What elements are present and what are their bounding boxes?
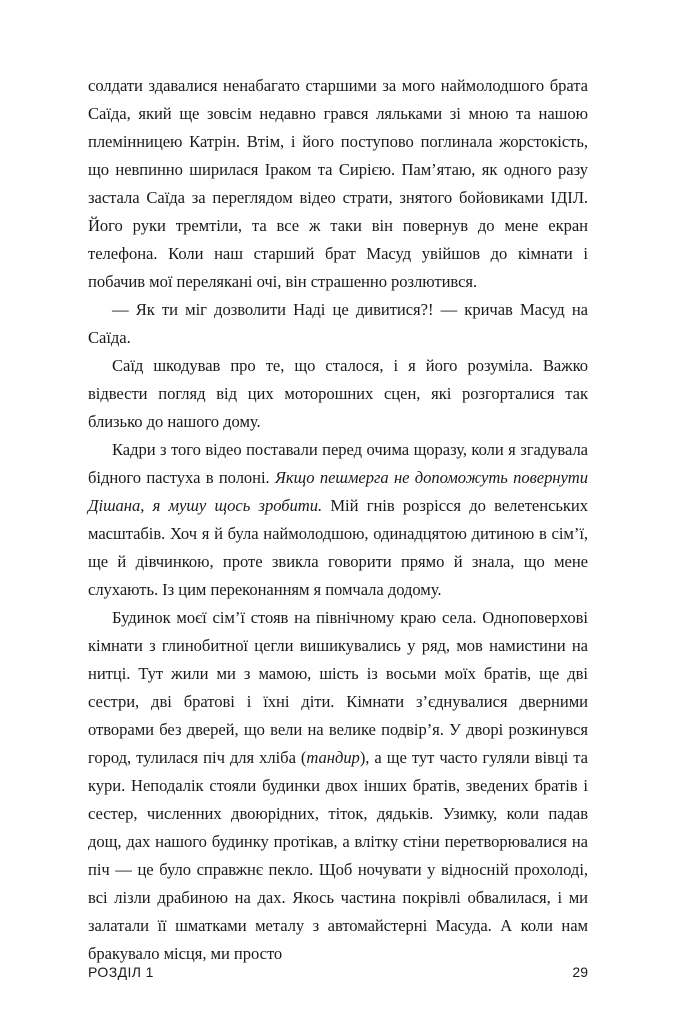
- paragraph: [88, 436, 588, 604]
- paragraph: [88, 604, 588, 968]
- italic-thought: Якщо пешмерга не допоможуть повернути Дішана, я мушу щось зробити.: [88, 468, 588, 515]
- paragraph-text: — Як ти міг дозволити Наді це дивитися?! — кричав Масуд на Саїда.: [88, 300, 588, 347]
- body-text: [88, 72, 588, 968]
- page-number: 29: [572, 964, 588, 980]
- italic-term: тандир: [306, 748, 360, 767]
- paragraph-text: солдати здавалися ненабагато старшими за мого наймолодшого брата Саїда, який ще зовсім недавно грався ляльками зі мною та нашою племінницею Катрін. Втім, і його поступово поглинала жорстокість, що невпинно ширилася Іраком та Сирією. Пам’ятаю, як одного разу застала Саїда за переглядом відео страти, знятого бойовиками ІДІЛ. Його руки тремтіли, та все ж таки він повернув до мене екран телефона. Коли наш старший брат Масуд увійшов до кімнати і побачив мої перелякані очі, він страшенно розлютився.: [88, 76, 588, 291]
- paragraph-text: Кадри з того відео поставали перед очима щоразу, коли я згадувала бідного пастуха в полоні.: [88, 440, 588, 487]
- paragraph-text: Будинок моєї сім’ї стояв на північному краю села. Одноповерхові кімнати з глинобитної цегли вишикувались у ряд, мов намистини на нитці. Тут жили ми з мамою, шість із восьми моїх братів, ще дві сестри, дві братові і їхні діти. Кімнати з’єднувалися дверними отворами без дверей, що вели на велике подвір’я. У дворі розкинувся город, тулилася піч для хліба (: [88, 608, 588, 767]
- paragraph: [88, 352, 588, 436]
- paragraph: [88, 72, 588, 296]
- paragraph-text: Мій гнів розрісся до велетенських масштабів. Хоч я й була наймолодшою, одинадцятою дитиною в сім’ї, ще й дівчинкою, проте звикла говорити прямо й знала, що мене слухають. Із цим переконанням я помчала додому.: [88, 496, 588, 599]
- paragraph-text: ), а ще тут часто гуляли вівці та кури. Неподалік стояли будинки двох інших братів, зведених братів і сестер, численних двоюрідних, тіток, дядьків. Узимку, коли падав дощ, дах нашого будинку протікав, а влітку стіни перетворювалися на піч — це було справжнє пекло. Щоб ночувати у відносній прохолоді, всі лізли драбиною на дах. Якось частина покрівлі обвалилася, і ми залатали її шматками металу з автомайстерні Масуда. А коли нам бракувало місця, ми просто: [88, 748, 588, 963]
- chapter-label: РОЗДІЛ 1: [88, 964, 154, 980]
- paragraph-text: Саїд шкодував про те, що сталося, і я його розуміла. Важко відвести погляд від цих моторошних сцен, які розгорталися так близько до нашого дому.: [88, 356, 588, 431]
- paragraph: [88, 296, 588, 352]
